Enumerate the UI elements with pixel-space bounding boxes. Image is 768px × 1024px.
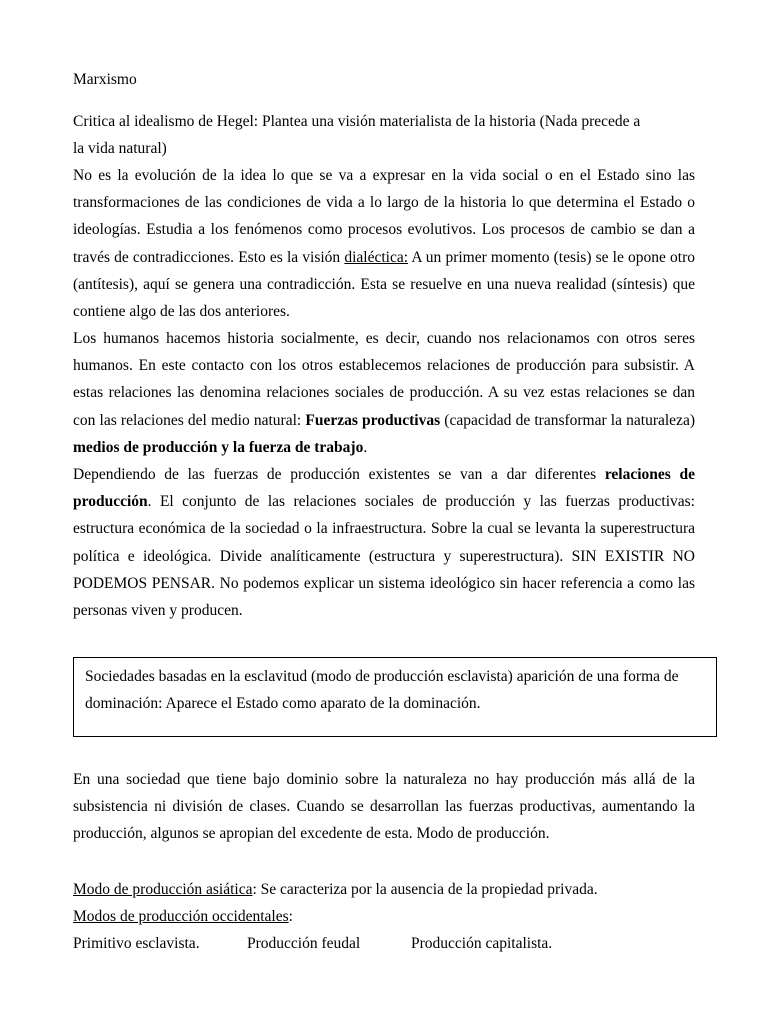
paragraph-hegel-critique bbox=[73, 108, 695, 162]
underlined-term-dialectica: dialéctica: bbox=[344, 248, 409, 266]
paragraph-line: Critica al idealismo de Hegel: Plantea una visión materialista de la historia (Nada precede a bbox=[73, 113, 641, 130]
paragraph-productive-forces bbox=[73, 325, 695, 461]
mode-item: Producción feudal bbox=[247, 935, 361, 952]
mode-item: Producción capitalista. bbox=[411, 935, 553, 952]
mode-item: Primitivo esclavista. bbox=[73, 935, 200, 952]
line-western-modes bbox=[73, 903, 293, 930]
paragraph-text: (capacidad de transformar la naturaleza) bbox=[440, 411, 695, 429]
paragraph-text: No es la evolución de la idea lo que se va a expresar en la vida social o en el Estado sino las transformaciones de las condiciones de vida a lo largo de la historia lo que determina el Estado o ideologías. Estudia a los fenómenos como procesos evolutivos. Los procesos de cambio se dan a través de contradicciones. Esto es la visión bbox=[73, 167, 695, 266]
paragraph-line: la vida natural) bbox=[73, 140, 167, 158]
paragraph-text: . bbox=[363, 438, 368, 456]
paragraph-text: A un primer momento (tesis) se le opone otro (antítesis), aquí se genera una contradicción. Esta se resuelve en una nueva realidad (síntesis) que contiene algo de las dos anteriores. bbox=[73, 248, 695, 321]
paragraph-text: Dependiendo de las fuerzas de producción existentes se van a dar diferentes bbox=[73, 466, 605, 483]
line-text: : Se caracteriza por la ausencia de la propiedad privada. bbox=[252, 881, 598, 898]
paragraph-text: En una sociedad que tiene bajo dominio sobre la naturaleza no hay producción más allá de la subsistencia ni división de clases. Cuando se desarrollan las fuerzas productivas, aumentando la producción, algunos se apropian del excedente de esta. Modo de producción. bbox=[73, 771, 695, 843]
bold-term-fuerzas-productivas: Fuerzas productivas bbox=[305, 411, 441, 429]
paragraph-text: Los humanos hacemos historia socialmente, es decir, cuando nos relacionamos con otros seres humanos. En este contacto con los otros establecemos relaciones de producción para subsistir. A estas relaciones las denomina relaciones sociales de producción. A su vez estas relaciones se dan con las relaciones del medio natural: bbox=[73, 330, 695, 429]
paragraph-mode-of-production bbox=[73, 766, 695, 848]
underlined-term-occidentales: Modos de producción occidentales bbox=[73, 908, 289, 925]
paragraph-relations-of-production bbox=[73, 461, 695, 624]
boxed-note-text: Sociedades basadas en la esclavitud (modo de producción esclavista) aparición de una forma de dominación: Aparece el Estado como aparato de la dominación. bbox=[85, 668, 679, 713]
list-western-modes bbox=[73, 930, 552, 957]
boxed-note-slavery bbox=[73, 657, 717, 737]
line-text: : bbox=[288, 908, 293, 925]
underlined-term-asiatica: Modo de producción asiática bbox=[73, 881, 253, 898]
bold-term-medios-de-produccion: medios de producción y la fuerza de trabajo bbox=[73, 438, 364, 456]
paragraph-text: . El conjunto de las relaciones sociales de producción y las fuerzas productivas: estructura económica de la sociedad o la infraestructura. Sobre la cual se levanta la superestructura política e ideológica. Divide analíticamente (estructura y superestructura). SIN EXISTIR NO PODEMOS PENSAR. No podemos explicar un sistema ideológico sin hacer referencia a como las personas viven y producen. bbox=[73, 493, 695, 620]
document-title: Marxismo bbox=[73, 71, 137, 88]
line-asiatic-mode bbox=[73, 876, 598, 903]
paragraph-dialectic bbox=[73, 162, 695, 325]
bold-term-relaciones-de-produccion: relaciones de producción bbox=[73, 466, 695, 511]
